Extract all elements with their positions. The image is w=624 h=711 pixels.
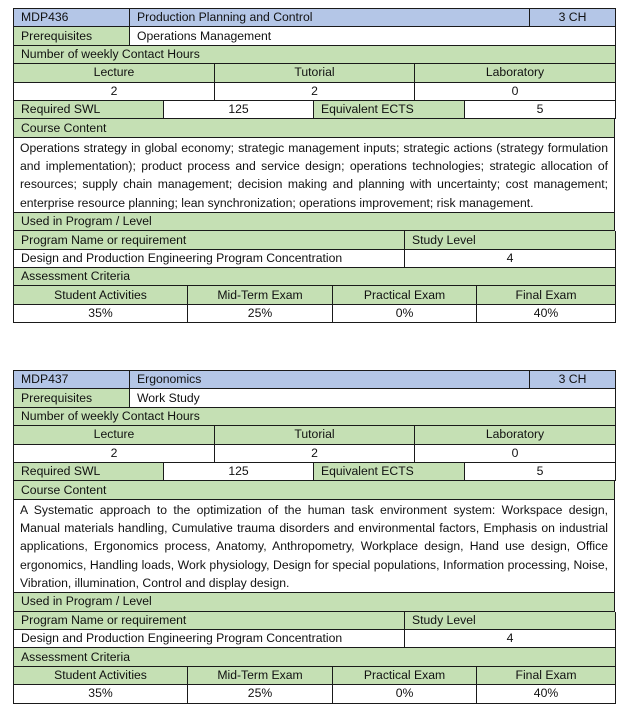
midterm-exam-header: Mid-Term Exam — [188, 286, 333, 304]
lecture-hours: 2 — [14, 444, 215, 462]
program-value-row — [14, 630, 616, 648]
content-table — [13, 119, 615, 231]
used-in-label: Used in Program / Level — [14, 593, 615, 611]
student-activities-value: 35% — [14, 685, 188, 703]
lecture-header: Lecture — [14, 64, 215, 82]
prerequisites-row — [14, 389, 616, 407]
final-exam-header: Final Exam — [477, 667, 616, 685]
credit-hours: 3 CH — [530, 9, 616, 27]
laboratory-header: Laboratory — [415, 426, 616, 444]
program-table — [13, 612, 616, 667]
assessment-header-row — [14, 286, 616, 304]
program-header-row — [14, 231, 616, 249]
contact-hours-label: Number of weekly Contact Hours — [14, 407, 616, 425]
course-spec-mdp437 — [13, 370, 615, 704]
assessment-table — [13, 667, 616, 704]
course-title: Production Planning and Control — [130, 9, 530, 27]
used-in-row — [14, 212, 615, 230]
prerequisites-value: Operations Management — [130, 27, 616, 45]
course-spec-mdp436 — [13, 8, 615, 323]
contact-hours-table — [13, 64, 616, 101]
midterm-exam-value: 25% — [188, 304, 333, 322]
contact-hours-row — [14, 45, 616, 63]
study-level-header: Study Level — [405, 612, 616, 630]
prerequisites-value: Work Study — [130, 389, 616, 407]
contact-hours-label: Number of weekly Contact Hours — [14, 45, 616, 63]
swl-value: 125 — [164, 101, 314, 119]
content-label-row — [14, 119, 615, 137]
practical-exam-value: 0% — [333, 685, 477, 703]
final-exam-value: 40% — [477, 304, 616, 322]
course-content-text: Operations strategy in global economy; strategic management inputs; strategic actions (strategy formulation and implementation); product process and service design; operations technologies; strategic allocation of resources; supply chain management; decision making and planning with uncertainty; cost management; enterprise resource planning; lean synchronization; operations improvement; risk management. — [14, 137, 615, 212]
prerequisites-table — [13, 389, 616, 426]
prerequisites-row — [14, 27, 616, 45]
program-header-row — [14, 612, 616, 630]
program-value-row — [14, 249, 616, 267]
used-in-row — [14, 593, 615, 611]
lecture-hours: 2 — [14, 82, 215, 100]
assessment-label-row — [14, 268, 616, 286]
practical-exam-value: 0% — [333, 304, 477, 322]
program-name: Design and Production Engineering Program Concentration — [14, 630, 405, 648]
study-level: 4 — [405, 249, 616, 267]
swl-row — [14, 101, 616, 119]
student-activities-value: 35% — [14, 304, 188, 322]
tutorial-header: Tutorial — [215, 64, 415, 82]
ects-value: 5 — [465, 463, 616, 481]
swl-label: Required SWL — [14, 101, 164, 119]
course-title-row — [14, 371, 616, 389]
hours-values-row — [14, 444, 616, 462]
midterm-exam-value: 25% — [188, 685, 333, 703]
course-title-row — [14, 9, 616, 27]
final-exam-header: Final Exam — [477, 286, 616, 304]
assessment-label: Assessment Criteria — [14, 648, 616, 666]
ects-value: 5 — [465, 101, 616, 119]
hours-values-row — [14, 82, 616, 100]
hours-header-row — [14, 426, 616, 444]
course-code: MDP437 — [14, 371, 130, 389]
credit-hours: 3 CH — [530, 371, 616, 389]
tutorial-hours: 2 — [215, 444, 415, 462]
prerequisites-label: Prerequisites — [14, 27, 130, 45]
assessment-values-row — [14, 304, 616, 322]
content-table — [13, 481, 615, 611]
content-label-row — [14, 481, 615, 499]
course-code: MDP436 — [14, 9, 130, 27]
swl-row — [14, 463, 616, 481]
assessment-label: Assessment Criteria — [14, 268, 616, 286]
content-row — [14, 499, 615, 592]
ects-label: Equivalent ECTS — [314, 101, 465, 119]
swl-table — [13, 101, 616, 119]
lecture-header: Lecture — [14, 426, 215, 444]
used-in-label: Used in Program / Level — [14, 212, 615, 230]
hours-header-row — [14, 64, 616, 82]
swl-label: Required SWL — [14, 463, 164, 481]
program-header: Program Name or requirement — [14, 612, 405, 630]
prerequisites-table — [13, 27, 616, 64]
tutorial-header: Tutorial — [215, 426, 415, 444]
laboratory-header: Laboratory — [415, 64, 616, 82]
assessment-values-row — [14, 685, 616, 703]
swl-value: 125 — [164, 463, 314, 481]
assessment-label-row — [14, 648, 616, 666]
course-header-table — [13, 8, 616, 27]
student-activities-header: Student Activities — [14, 667, 188, 685]
laboratory-hours: 0 — [415, 82, 616, 100]
contact-hours-row — [14, 407, 616, 425]
student-activities-header: Student Activities — [14, 286, 188, 304]
tutorial-hours: 2 — [215, 82, 415, 100]
swl-table — [13, 463, 616, 481]
course-content-label: Course Content — [14, 119, 615, 137]
program-table — [13, 231, 616, 286]
laboratory-hours: 0 — [415, 444, 616, 462]
study-level-header: Study Level — [405, 231, 616, 249]
final-exam-value: 40% — [477, 685, 616, 703]
course-content-label: Course Content — [14, 481, 615, 499]
assessment-table — [13, 286, 616, 323]
program-header: Program Name or requirement — [14, 231, 405, 249]
content-row — [14, 137, 615, 212]
assessment-header-row — [14, 667, 616, 685]
practical-exam-header: Practical Exam — [333, 286, 477, 304]
study-level: 4 — [405, 630, 616, 648]
course-title: Ergonomics — [130, 371, 530, 389]
practical-exam-header: Practical Exam — [333, 667, 477, 685]
course-header-table — [13, 370, 616, 389]
course-content-text: A Systematic approach to the optimization of the human task environment system: Workspace design, Manual materials handling, Cumulative trauma disorders and environmental factors, Emphasis on industrial applications, Ergonomics process, Anatomy, Anthropometry, Workplace design, Hand use design, Office ergonomics, Handling loads, Work physiology, Design for special populations, Information processing, Noise, Vibration, illumination, Control and display design. — [14, 499, 615, 592]
midterm-exam-header: Mid-Term Exam — [188, 667, 333, 685]
ects-label: Equivalent ECTS — [314, 463, 465, 481]
contact-hours-table — [13, 426, 616, 463]
prerequisites-label: Prerequisites — [14, 389, 130, 407]
program-name: Design and Production Engineering Program Concentration — [14, 249, 405, 267]
